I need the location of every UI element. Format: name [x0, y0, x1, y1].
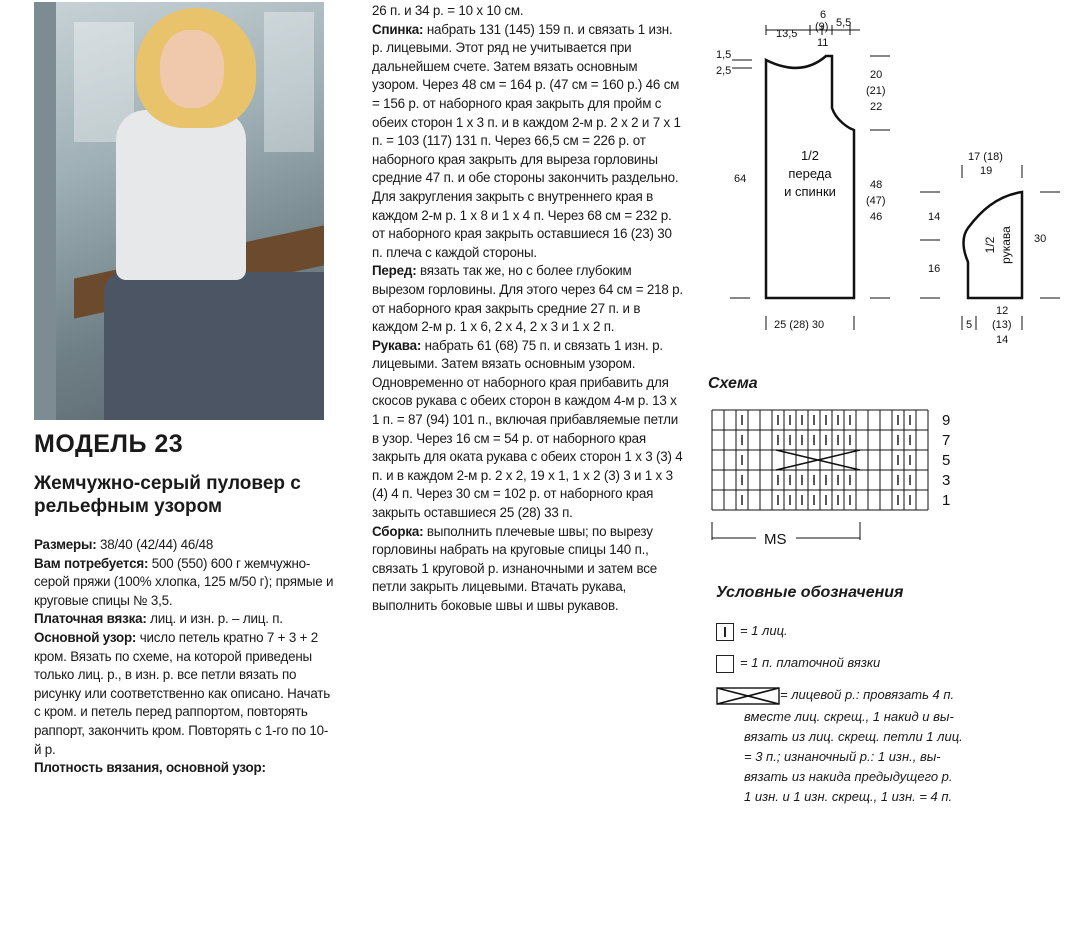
left-text-column — [34, 536, 334, 778]
legend-item3-line2: вместе лиц. скрещ., 1 накид и вы- — [744, 709, 954, 724]
model-subtitle: Жемчужно-серый пуловер с рельефным узором — [34, 473, 301, 517]
dim-armhole-c: 22 — [870, 101, 883, 113]
row-number: 3 — [942, 472, 951, 489]
dim-height: 64 — [734, 173, 747, 185]
sleeve-top-b: 19 — [980, 165, 993, 177]
sleeves-label: Рукава: — [372, 337, 422, 353]
legend-item-cross — [716, 686, 954, 705]
knitting-chart — [700, 400, 960, 560]
pattern-value: число петель кратно 7 + 3 + 2 кром. Вязать по схеме, на которой приведены только лиц. р., в изн. р. все петли вязать по рисунку или соответственно как описано. Начать с кром. и петель перед раппортом, повторять раппорт, закончить кром. Повторять с 1-го по 10-й р. — [34, 629, 330, 757]
dim-top: 13,5 — [776, 28, 798, 40]
sizes-value: 38/40 (42/44) 46/48 — [96, 537, 214, 552]
middle-text-column — [372, 2, 684, 616]
knit-stitch-icon — [716, 623, 734, 641]
legend-item3-line5: вязать из накида предыдущего р. — [744, 769, 953, 784]
legend-item3-line4: = 3 п.; изнаночный р.: 1 изн., вы- — [744, 749, 941, 764]
dim-neck-b: (9) — [815, 21, 829, 33]
body-label-2: переда — [788, 166, 832, 181]
model-photo — [34, 2, 324, 420]
assembly-value: выполнить плечевые швы; по вырезу горловины набрать на круговые спицы 140 п., связать 1 круговой р. изнаночными и затем все петли закрыть лицевыми. Втачать рукава, выполнить боковые швы и швы рукавов. — [372, 523, 657, 613]
sleeve-bottom-b: 12 — [996, 305, 1009, 317]
sleeve-bottom-d: 14 — [996, 334, 1009, 346]
garter-label: Платочная вязка: — [34, 611, 147, 627]
schema-title: Схема — [708, 375, 758, 392]
sleeve-label-2: рукава — [999, 226, 1013, 264]
pattern-label: Основной узор: — [34, 629, 137, 645]
dim-side-c: 46 — [870, 211, 883, 223]
row-number: 9 — [942, 412, 951, 429]
back-value: набрать 131 (145) 159 п. и связать 1 изн. р. лицевыми. Этот ряд не учитывается при дальнейшем счете. Затем вязать основным узором. Через 48 см = 164 р. (47 см = 160 р.) 46 см = 156 р. от наборного края закрыть для пройм с обеих сторон 1 х 3 п. и в каждом 2-м р. 2 х 2 и 7 х 1 п. = 103 (117) 131 п. Через 66,5 см = 226 р. от наборного края закрыть для выреза горловины средние 47 п. и обе стороны закончить раздельно. Для закругления закрыть с внутреннего края в каждом 2-м р. 1 х 8 и 1 х 4 п. Через 68 см = 232 р. от наборного края закрыть оставшиеся 16 (23) 30 п. плеча с каждой стороны. — [372, 21, 681, 260]
dim-left-b: 2,5 — [716, 65, 732, 77]
legend-item3-line6: 1 изн. и 1 изн. скрещ., 1 изн. = 4 п. — [744, 789, 953, 804]
sleeve-right: 30 — [1034, 233, 1047, 245]
back-label: Спинка: — [372, 21, 424, 37]
sleeves-value: набрать 61 (68) 75 п. и связать 1 изн. р. лицевыми. Затем вязать основным узором. Одновременно от наборного края прибавить для скосов рукава с обеих сторон в каждом 4-м р. 13 х 1 п. = 87 (94) 101 п., включая прибавляемые петли в узор. Через 16 см = 54 р. от наборного края закрыть для оката рукава с обеих сторон 1 х 3 (3) 4 п. и в каждом 2-м р. 2 х 2, 19 х 1, 1 х 2 (3) 3 и 1 х 3 (4) 4 п. Через 30 см = 102 р. от наборного края закрыть оставшиеся 25 (28) 33 п. — [372, 337, 683, 521]
dim-side-b: (47) — [866, 195, 886, 207]
dim-armhole-a: 20 — [870, 69, 883, 81]
model-title: МОДЕЛЬ 23 — [34, 430, 184, 458]
garter-stitch-icon — [716, 655, 734, 673]
sleeve-left-b: 16 — [928, 263, 941, 275]
density-value: 26 п. и 34 р. = 10 х 10 см. — [372, 3, 524, 18]
cross-stitch-icon — [716, 687, 780, 705]
body-label-3: и спинки — [784, 184, 836, 199]
front-label: Перед: — [372, 263, 417, 279]
dim-neck-c: 11 — [817, 37, 829, 49]
sleeve-bottom-c: (13) — [992, 319, 1012, 331]
row-number: 7 — [942, 432, 951, 449]
dim-neck-d: 5,5 — [836, 17, 852, 29]
dim-left-a: 1,5 — [716, 49, 732, 61]
sleeve-top-a: 17 (18) — [968, 151, 1003, 163]
density-label: Плотность вязания, основной узор: — [34, 760, 266, 776]
legend-item-knit — [716, 622, 788, 641]
legend-title: Условные обозначения — [716, 584, 904, 601]
legend-item1-text: = 1 лиц. — [740, 623, 788, 638]
sleeve-left-a: 14 — [928, 211, 941, 223]
dim-width: 25 (28) 30 — [774, 319, 825, 331]
dim-armhole-b: (21) — [866, 85, 886, 97]
front-value: вязать так же, но с более глубоким вырезом горловины. Для этого через 64 см = 218 р. от наборного края закрыть средние 27 п. и в каждом 2-м р. 1 х 6, 2 х 4, 2 х 3 и 1 х 2 п. — [372, 263, 683, 335]
row-number: 1 — [942, 492, 951, 509]
ms-label: MS — [764, 531, 787, 548]
assembly-label: Сборка: — [372, 523, 424, 539]
row-number: 5 — [942, 452, 951, 469]
materials-label: Вам потребуется: — [34, 555, 149, 571]
sizes-label: Размеры: — [34, 537, 97, 552]
materials-value: 500 (550) 600 г жемчужно-серой пряжи (100% хлопка, 125 м/50 г); прямые и круговые спицы № 3,5. — [34, 555, 334, 608]
pattern-diagram — [700, 0, 1080, 360]
legend-item-garter — [716, 654, 880, 673]
sleeve-label-1: 1/2 — [983, 236, 997, 254]
body-label-1: 1/2 — [800, 148, 820, 163]
garter-value: лиц. и изн. р. – лиц. п. — [146, 611, 283, 627]
dim-side-a: 48 — [870, 179, 883, 191]
legend-item2-text: = 1 п. платочной вязки — [740, 655, 881, 670]
legend-item3-line1: = лицевой р.: провязать 4 п. — [780, 687, 955, 702]
sleeve-bottom-a: 5 — [966, 319, 973, 331]
dim-neck-a: 6 — [820, 9, 827, 21]
legend-item3-line3: вязать из лиц. скрещ. петли 1 лиц. — [744, 729, 963, 744]
